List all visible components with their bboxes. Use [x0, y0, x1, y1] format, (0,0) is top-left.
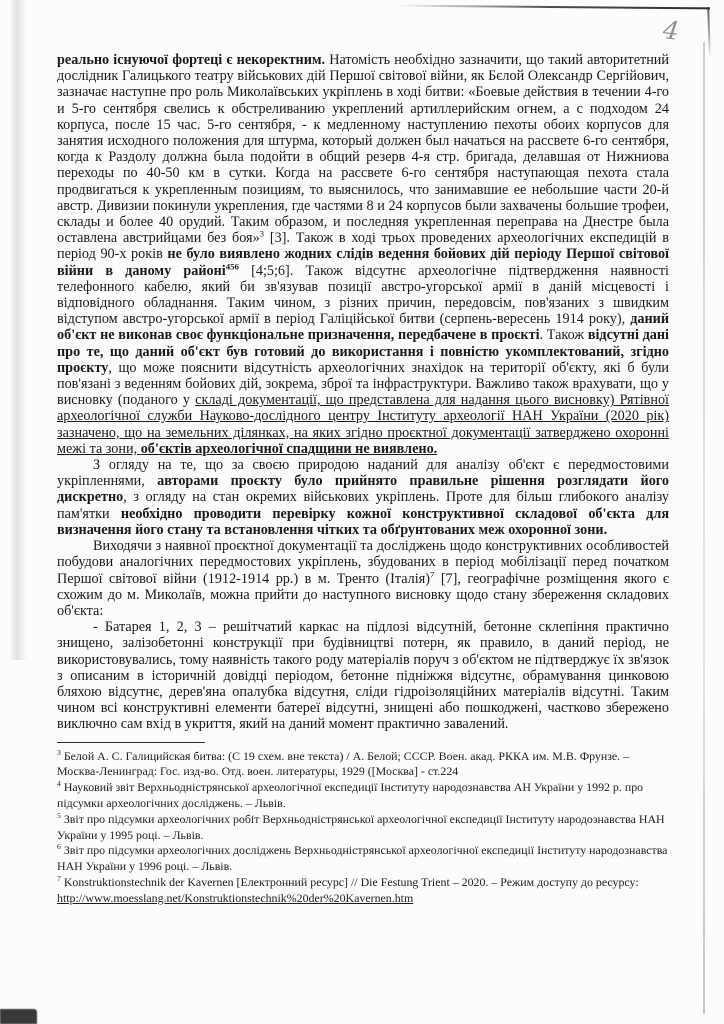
scan-left-fold-shadow — [9, 0, 27, 660]
text-run: даний об'єкт не виконав своє функціональне призначення, передбачене в проєкті — [57, 311, 669, 344]
paragraph-1 — [57, 52, 669, 457]
footnote-item-4 — [57, 780, 669, 812]
footnote-text: Науковий звіт Верхньодністрянської археологічної експедиції Інституту народознавства АН України у 1992 р. про підсумки археологічних досліджень. – Львів. — [57, 780, 644, 810]
text-run: відсутні дані про те, що даний об'єкт був готовий до використання і повністю укомплектований, згідно проєкту — [57, 327, 669, 376]
text-run: не було виявлено жодних слідів ведення бойових дій періоду Першої світової війни в даному районі — [57, 246, 669, 279]
text-run: [4;5;6]. Також відсутнє археологічне підтвердження наявності телефонного кабелю, який би зв'язував позиції австро-угорської армії в даній місцевості і відповідного обладнання. Таким чином, з різних причин, передовсім, пов'язаних з швидким відступом австро-угорської армії в період Галіційської битви (серпень-вересень 1914 року), — [57, 262, 669, 328]
footnote-marker: 7 — [57, 873, 61, 883]
footnote-marker: 5 — [57, 810, 61, 820]
text-run: З огляду на те, що за своєю природою наданий для аналізу об'єкт є передмостовими укріпленнями, — [57, 457, 669, 490]
document-body — [57, 52, 669, 907]
text-run: Натомість необхідно зазначити, що такий авторитетний дослідник Галицького театру військових дій Першої світової війни, як Бєлой Олександр Сергійович, зазначає наступне про роль Миколаївських укріплень в ході битви: «Боевые действия в течении 4-го и 5-го сентября свелись к обстреливанию укреплений артиллерийским огнем, а с подходом 24 корпуса, после 15 час. 5-го сентября, - к медленному наступлению пехоты обоих корпусов для занятия исходного положения для штурма, который должен был начаться на рассвете 6-го сентября, когда к Раздолу должна была подойти в общий резерв 4-я стр. бригада, делавшая от Нижниова переходы по 40-50 км в сутки. Когда на рассвете 6-го сентября наступающая пехота стала продвигаться к укрепленным позициям, то выяснилось, что занимавшие ее небольшие части 20-й австр. Дивизии покинули укрепления, где частями 8 и 24 корпусов были захвачены большие трофеи, склады и более 40 орудий. Таким образом, и последняя укрепленная переправа на Днестре была оставлена австрийцами без боя» — [57, 52, 669, 247]
footnote-url: http://www.moesslang.net/Konstruktionstechnik%20der%20Kavernen.htm — [57, 890, 414, 905]
text-run: , з огляду на стан окремих військових укріплень. Проте для більш глибокого аналізу пам'ятки — [57, 489, 669, 522]
scan-corner-edge — [707, 7, 711, 55]
footnote-marker: 4 — [57, 779, 61, 789]
scan-top-edge-line — [396, 5, 710, 10]
text-run: [3]. Також в ході трьох проведених археологічних експедицій в період 90-х років — [57, 230, 669, 263]
text-run: складі документації, що представлена для надання цього висновку) Рятівної археологічної служби Науково-дослідного центру Інституту археології НАН України (2020 рік) зазначено, що на земельних ділянках, на яких згідно проєктної документації затверджено охоронні межі та зони, — [57, 392, 669, 457]
text-run: авторами проєкту було прийнято правильне рішення розглядати його дискретно — [57, 473, 669, 506]
footnote-item-5 — [57, 812, 669, 844]
text-run: об'єктів археологічної спадщини не виявлено. — [140, 440, 438, 457]
handwritten-page-number: 4 — [661, 15, 681, 46]
text-run: , що може пояснити відсутність археологічних знахідок на території об'єкту, які б були пов'язані з веденням бойових дій, зокрема, зброї та інфраструктури. Важливо також врахувати, що у висновку (поданого у — [57, 359, 669, 409]
footnote-marker: 3 — [57, 747, 61, 757]
scan-right-edge-line — [703, 42, 705, 1014]
footnote-text: Звіт про підсумки археологічних досліджень Верхньодністрянської археологічної експедиції Інституту народознавства НАН України у 1996 році. – Львів. — [57, 843, 668, 874]
footnote-item-7 — [57, 875, 669, 907]
scan-bottom-left-mark — [0, 1009, 37, 1024]
text-run: . Також — [539, 327, 588, 344]
footnote-item-6 — [57, 843, 669, 875]
text-run: Виходячи з наявної проєктної документації та досліджень щодо конструктивних особливостей побудови аналогічних передмостових укріплень, збудованих в період мобілізації перед початком Першої світової війни (1912-1914 рр.) в м. Тренто (Італія) — [57, 538, 669, 587]
paragraph-4 — [57, 619, 669, 732]
footnote-ref-7: 7 — [429, 568, 435, 579]
footnote-text: Konstruktionstechnik der Kavernen [Електронний ресурс] // Die Festung Trient – 2020. – Режим доступу до ресурсу: — [60, 874, 639, 889]
text-run: - Батарея 1, 2, 3 – решітчатий каркас на підлозі відсутній, бетонне склепіння практично знищено, залізобетонні конструкції при будівництві потерн, як правило, в даний період, не використовувались, тому наявність такого роду матеріалів поруч з об'єктом не підтверджує їх зв'язок з описаним в історичній довідці періодом, бетонне підніжжя відсутнє, обрамування цинковою бляхою відсутнє, дерев'яна опалубка відсутня, сліди гідроізоляційних матеріалів відсутні. Таким чином всі конструктивні елементи батереї відсутні, знищені або пошкоджені, частково збережено виключно сам вхід в укриття, який на даний момент практично завалений. — [57, 619, 669, 733]
paragraph-3 — [57, 538, 669, 619]
footnote-item-3 — [57, 749, 669, 781]
footnote-marker: 6 — [57, 842, 61, 852]
text-run: необхідно проводити перевірку кожної конструктивної складової об'єкта для визначення його стану та встановлення чітких та обґрунтованих меж охоронної зони. — [57, 505, 669, 538]
footnote-text: Звіт про підсумки археологічних робіт Верхньодністрянської археологічної експедиції Інституту народознавства НАН України у 1995 році. – Львів. — [57, 811, 665, 842]
paragraph-2 — [57, 457, 669, 538]
footnote-ref-3: 3 — [259, 228, 265, 239]
footnotes — [57, 749, 669, 907]
footnote-text: Белой А. С. Галицийская битва: (С 19 схем. вне текста) / А. Белой; СССР. Воен. акад. РККА им. М.В. Фрунзе. – Москва-Ленинград: Гос. изд-во. Отд. воен. литературы, 1929 ([Москва] - ст.224 — [57, 748, 630, 779]
text-run: реально існуючої фортеці є некоректним. — [57, 52, 326, 68]
text-run: [7], географічне розміщення якого є схожим до м. Миколаїв, можна прийти до наступного висновку щодо стану збереження складових об'єкта: — [57, 570, 669, 619]
footnote-ref-456: 456 — [225, 260, 239, 271]
footnote-separator — [57, 742, 205, 743]
